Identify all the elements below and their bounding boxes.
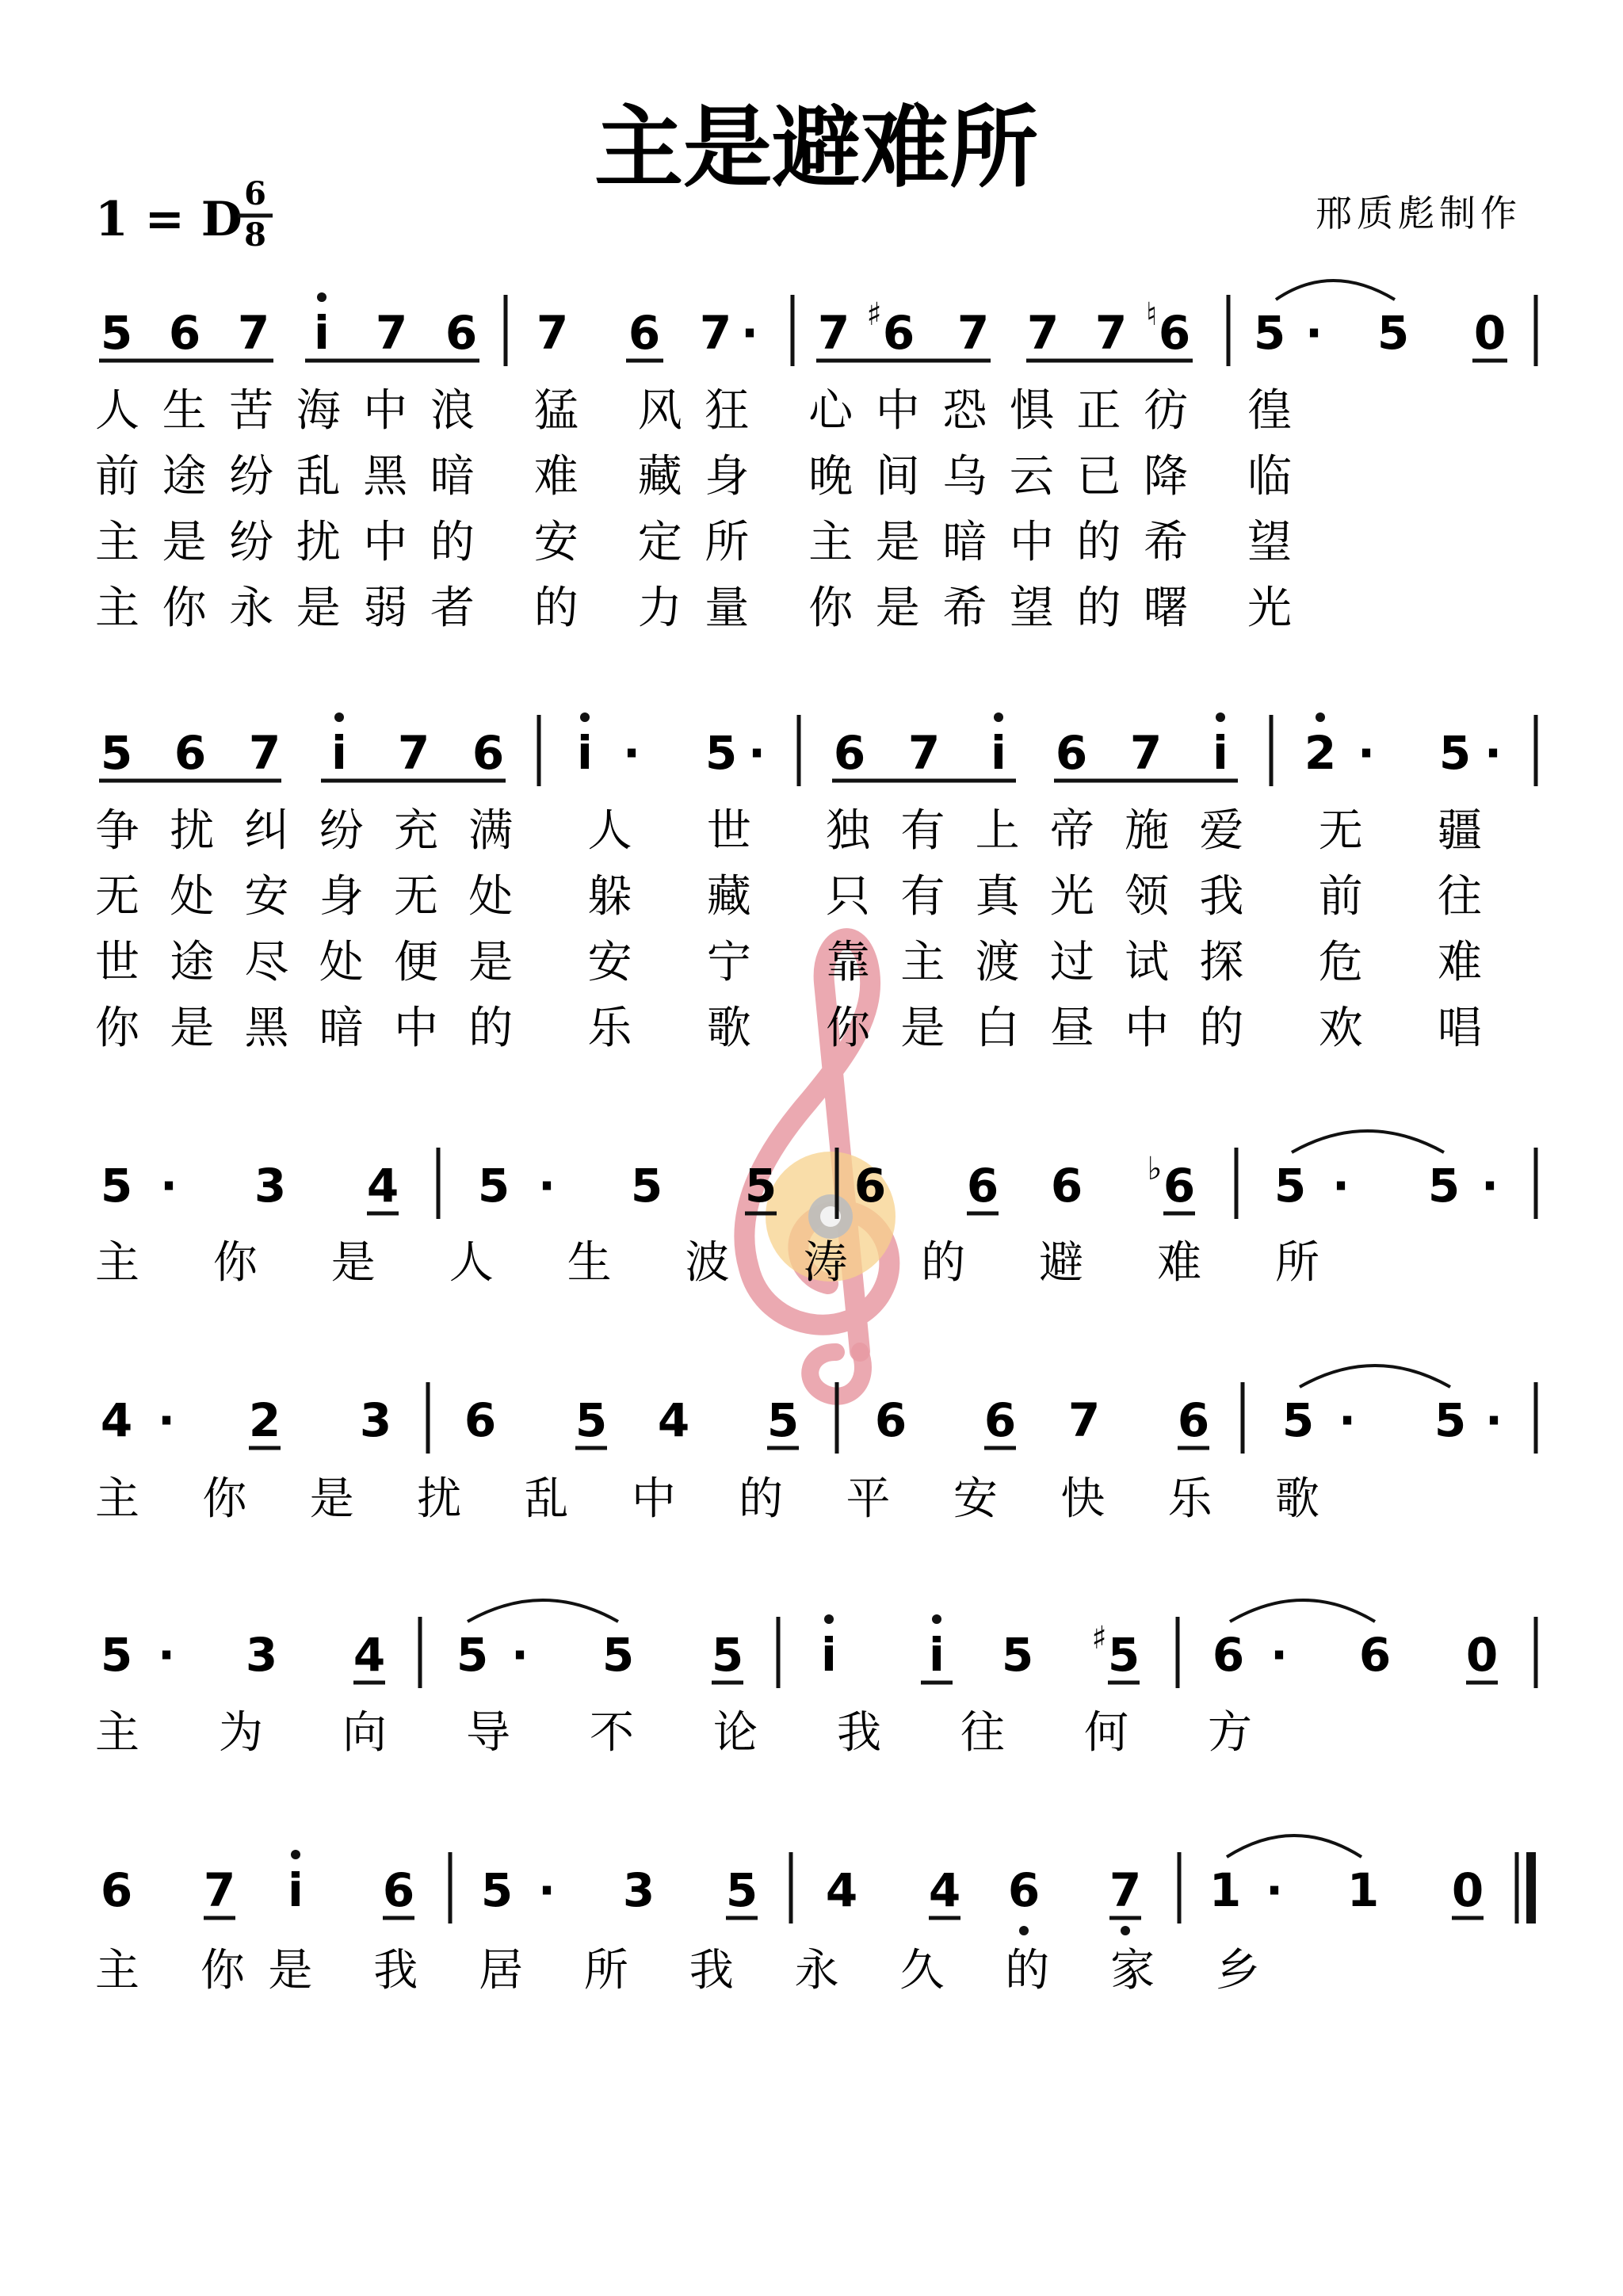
flat-sign: ♭ <box>1147 1151 1163 1187</box>
note: 6 <box>1177 1393 1210 1447</box>
note: 7 <box>375 306 408 360</box>
note: 7 <box>1067 1393 1101 1447</box>
lyric-line: 主 你是 我 居 所 我 永 久 的 家 乡 <box>95 1945 1260 1996</box>
note: 5 <box>480 1863 514 1917</box>
note: 6 <box>472 726 505 780</box>
note: 6 <box>882 306 915 360</box>
tie-slur <box>1300 1366 1450 1387</box>
tie-slur <box>1230 1600 1375 1622</box>
note-dot: · <box>1331 1159 1350 1213</box>
note-dot: · <box>537 1159 556 1213</box>
note: 6 <box>445 306 478 360</box>
lyric-line: 前途纷乱黑暗 难 藏身 晚间乌云已降 临 <box>95 451 1292 502</box>
tie-slur <box>468 1600 618 1622</box>
note-dot: · <box>157 1628 176 1682</box>
note: 7 <box>1026 306 1060 360</box>
system-5 <box>95 1600 1536 1759</box>
note-dot: · <box>1265 1863 1284 1917</box>
note: 5 <box>1281 1393 1315 1447</box>
note: i <box>929 1628 945 1682</box>
note: 6 <box>1358 1628 1392 1682</box>
note: 4 <box>366 1159 399 1213</box>
system-1 <box>95 281 1536 634</box>
note: 7 <box>1109 1863 1142 1917</box>
natural-sign: ♮ <box>1145 296 1158 333</box>
note: 5 <box>1438 726 1472 780</box>
note: 3 <box>359 1393 392 1447</box>
note: 6 <box>833 726 866 780</box>
note-dot: · <box>157 1393 176 1447</box>
note-dot: · <box>159 1159 178 1213</box>
note: 5 <box>1107 1628 1140 1682</box>
note: 6 <box>1163 1159 1196 1213</box>
note: 3 <box>622 1863 655 1917</box>
note: i <box>577 726 593 780</box>
note: 7 <box>957 306 990 360</box>
bar-lines <box>539 715 1536 786</box>
lyric-line: 无处安身无处 躲 藏 只有真光领我 前 往 <box>95 871 1483 923</box>
note-dot: · <box>747 726 766 780</box>
note: 6 <box>174 726 207 780</box>
page-title: 主是避难所 <box>594 96 1038 200</box>
note: 6 <box>983 1393 1017 1447</box>
lyric-line: 主 你 是 人 生 波 涛 的 避 难 所 <box>95 1237 1320 1289</box>
tie-slur <box>1227 1836 1361 1857</box>
note: 5 <box>1377 306 1410 360</box>
note: 7 <box>248 726 281 780</box>
note: i <box>991 726 1006 780</box>
note: 7 <box>907 726 941 780</box>
note-dot: · <box>1484 726 1503 780</box>
note: 5 <box>711 1628 744 1682</box>
octave-dots <box>334 712 1325 722</box>
note: 3 <box>245 1628 278 1682</box>
note: 5 <box>100 306 133 360</box>
note: 4 <box>657 1393 690 1447</box>
note: 5 <box>705 726 738 780</box>
author-credit: 邢质彪制作 <box>1316 192 1522 235</box>
system-6 <box>95 1836 1536 1996</box>
note: 5 <box>766 1393 800 1447</box>
note: 6 <box>1055 726 1088 780</box>
note: i <box>288 1863 304 1917</box>
sharp-sign: ♯ <box>1091 1620 1107 1656</box>
note-dot: · <box>1480 1159 1499 1213</box>
note: 6 <box>100 1863 133 1917</box>
time-sig-top: 6 <box>244 175 266 212</box>
note: 0 <box>1465 1628 1499 1682</box>
note-dot: · <box>1338 1393 1357 1447</box>
note: 6 <box>168 306 201 360</box>
note: 7 <box>817 306 850 360</box>
note: 4 <box>825 1863 858 1917</box>
note: 6 <box>854 1159 887 1213</box>
lyric-line: 主你永是弱者 的 力量 你是希望的曙 光 <box>95 583 1292 634</box>
note: 6 <box>874 1393 907 1447</box>
lyric-line: 人生苦海中浪 猛 风狂 心中恐惧正彷 徨 <box>95 385 1292 437</box>
note: 5 <box>1001 1628 1034 1682</box>
note: 5 <box>100 1628 133 1682</box>
tie-slur <box>1276 281 1395 300</box>
note: 5 <box>1274 1159 1307 1213</box>
note: 6 <box>464 1393 497 1447</box>
note-dot: · <box>1484 1393 1503 1447</box>
note: 5 <box>456 1628 489 1682</box>
note-dot: · <box>510 1628 529 1682</box>
note: 7 <box>699 306 732 360</box>
note: 1 <box>1346 1863 1380 1917</box>
final-barline <box>1526 1852 1536 1924</box>
lyric-line: 世途尽处便是 安 宁 靠主渡过试探 危 难 <box>95 937 1483 988</box>
lyric-line: 主 为 向 导 不 论 我 往 何 方 <box>95 1707 1252 1759</box>
note: 5 <box>477 1159 510 1213</box>
note: 5 <box>725 1863 758 1917</box>
note-dot: · <box>1270 1628 1289 1682</box>
key-signature: 1 = D <box>95 192 242 247</box>
note-dot: · <box>537 1863 556 1917</box>
note-dot: · <box>740 306 759 360</box>
note: 3 <box>254 1159 287 1213</box>
note: 5 <box>100 1159 133 1213</box>
note: 7 <box>203 1863 236 1917</box>
lyric-line: 争扰纠纷充满 人 世 独有上帝施爱 无 疆 <box>95 805 1483 857</box>
note: 6 <box>1050 1159 1083 1213</box>
note: 0 <box>1473 306 1507 360</box>
octave-dots <box>291 1850 1130 1935</box>
note: 1 <box>1209 1863 1242 1917</box>
note: 7 <box>397 726 430 780</box>
note: 5 <box>601 1628 635 1682</box>
note: 5 <box>575 1393 608 1447</box>
system-2 <box>95 712 1536 1054</box>
note: 7 <box>237 306 270 360</box>
note: 5 <box>1427 1159 1461 1213</box>
note: 5 <box>744 1159 777 1213</box>
note: i <box>331 726 347 780</box>
lyric-line: 你是黑暗中的 乐 歌 你是白昼中的 欢 唱 <box>95 1003 1483 1054</box>
lyric-line: 主 你 是 扰 乱 中 的 平 安 快 乐 歌 <box>95 1473 1319 1525</box>
note: 7 <box>1094 306 1128 360</box>
note: 5 <box>630 1159 663 1213</box>
note: 5 <box>1434 1393 1467 1447</box>
note: 6 <box>966 1159 999 1213</box>
note: 4 <box>100 1393 133 1447</box>
note: 6 <box>1007 1863 1041 1917</box>
lyric-line: 主是纷扰中的 安 定所 主是暗中的希 望 <box>95 517 1292 568</box>
note: 5 <box>1253 306 1286 360</box>
note-dot: · <box>622 726 641 780</box>
note: i <box>314 306 330 360</box>
note: 5 <box>100 726 133 780</box>
note: 7 <box>1129 726 1163 780</box>
note: i <box>821 1628 837 1682</box>
note: 6 <box>1212 1628 1245 1682</box>
sharp-sign: ♯ <box>866 296 882 333</box>
note: 2 <box>248 1393 281 1447</box>
note: 6 <box>628 306 661 360</box>
time-sig-bottom: 8 <box>244 216 266 254</box>
note: 2 <box>1304 726 1337 780</box>
octave-dots <box>824 1614 941 1624</box>
note: 7 <box>536 306 569 360</box>
note-dot: · <box>1357 726 1376 780</box>
note: 4 <box>928 1863 961 1917</box>
tie-slur <box>1292 1131 1444 1152</box>
note: 6 <box>1158 306 1191 360</box>
note-dot: · <box>1304 306 1323 360</box>
note: 6 <box>382 1863 415 1917</box>
note: i <box>1212 726 1228 780</box>
note: 0 <box>1451 1863 1484 1917</box>
note: 4 <box>353 1628 386 1682</box>
